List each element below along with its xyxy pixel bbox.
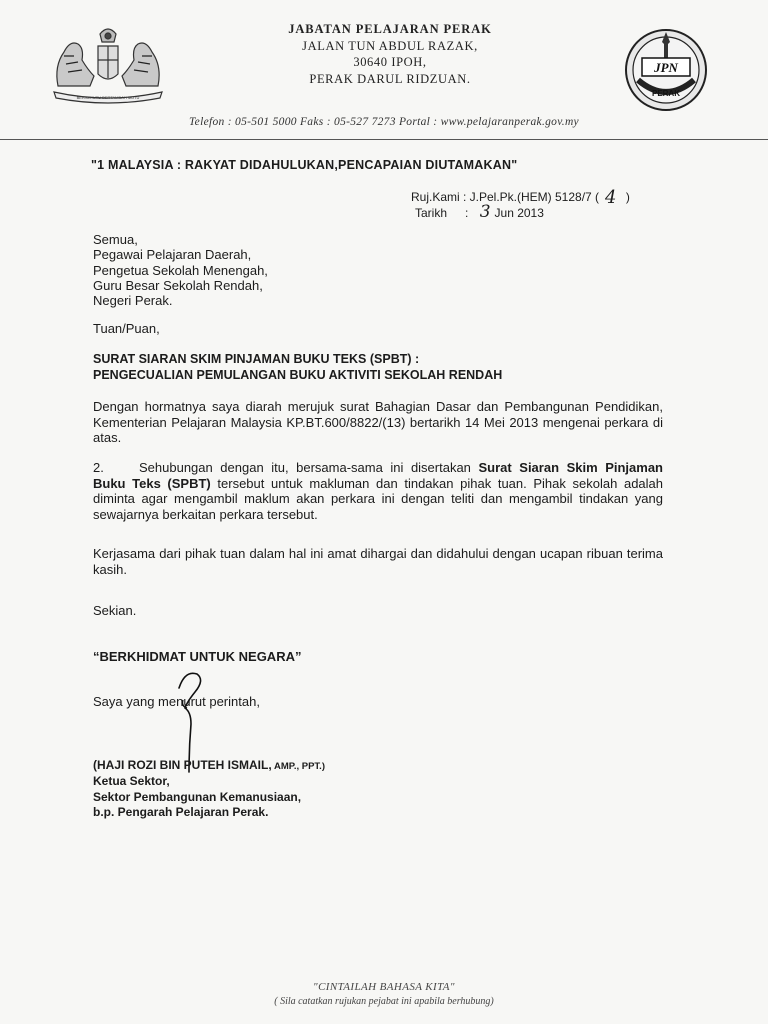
reference-line <box>411 187 630 208</box>
signatory-block <box>93 758 325 820</box>
salutation: Tuan/Puan, <box>93 321 160 336</box>
tarikh-day: 3 <box>479 202 491 222</box>
recipient-line: Negeri Perak. <box>93 293 173 309</box>
emblem-label: PERAK <box>651 89 681 98</box>
emblem-initials: JPN <box>654 60 678 75</box>
recipient-block <box>93 232 268 308</box>
letterhead-address-line: JALAN TUN ABDUL RAZAK, <box>302 38 478 53</box>
closing: Sekian. <box>93 603 137 618</box>
footer-slogan: "CINTAILAH BAHASA KITA" <box>313 981 455 993</box>
signatory-position: Ketua Sektor, <box>93 774 170 789</box>
jpn-perak-emblem-icon <box>620 24 712 114</box>
letterhead-address-line: 30640 IPOH, <box>353 55 427 69</box>
motto: “BERKHIDMAT UNTUK NEGARA” <box>93 649 302 664</box>
signatory-name-line <box>93 758 325 774</box>
order-line: Saya yang menurut perintah, <box>93 694 260 709</box>
recipient-line: Semua, <box>93 232 138 247</box>
recipient-line: Guru Besar Sekolah Rendah, <box>93 277 263 293</box>
signatory-name: (HAJI ROZI BIN PUTEH ISMAIL, <box>93 758 272 772</box>
ruj-value: : J.Pel.Pk.(HEM) 5128/7 ( <box>463 190 600 204</box>
signatory-titles: AMP., PPT.) <box>271 761 325 772</box>
ruj-close: ) <box>622 190 630 204</box>
footer-note: ( Sila catatkan rujukan pejabat ini apabila berhubung) <box>274 996 494 1007</box>
paragraph-2-text: Sehubungan dengan itu, bersama-sama ini disertakan <box>139 460 479 475</box>
tarikh-colon: : <box>465 206 469 220</box>
ruj-label: Ruj.Kami <box>411 190 460 204</box>
signatory-sector: Sektor Pembangunan Kemanusiaan, <box>93 789 302 804</box>
signatory-on-behalf: b.p. Pengarah Pelajaran Perak. <box>93 804 269 819</box>
coat-of-arms-motto: BERSEKUTU BERTAMBAH MUTU <box>76 95 140 100</box>
subject-block <box>93 352 502 383</box>
paragraph-2-bold: Surat Siaran Skim Pinjaman Buku Teks (SPBT) <box>93 460 663 491</box>
tarikh-label: Tarikh <box>415 206 448 220</box>
paragraph-1: Dengan hormatnya saya diarah merujuk surat Bahagian Dasar dan Pembangunan Pendidikan, Kementerian Pelajaran Malaysia KP.BT.600/8822/(13) bertarikh 14 Mei 2013 mengenai perkara di atas. <box>93 399 663 445</box>
paragraph-2 <box>93 460 663 522</box>
date-line <box>411 202 630 222</box>
paragraph-2-text-after: tersebut untuk makluman dan tindakan pihak tuan. Pihak sekolah adalah diminta agar mengambil maklum akan perkara ini dengan teliti dan mengambil tindakan yang sewajarnya berkaitan perkara tersebut. <box>93 475 664 522</box>
recipient-line: Pegawai Pelajaran Daerah, <box>93 247 252 263</box>
letterhead-contact: Telefon : 05-501 5000 Faks : 05-527 7273 Portal : www.pelajaranperak.gov.my <box>189 116 579 128</box>
slogan: "1 MALAYSIA : RAKYAT DIDAHULUKAN,PENCAPAIAN DIUTAMAKAN" <box>91 158 518 172</box>
subject-line: SURAT SIARAN SKIM PINJAMAN BUKU TEKS (SPBT) : <box>93 352 420 366</box>
paragraph-2-number: 2. <box>93 460 104 475</box>
reference-block <box>411 188 630 221</box>
subject-line: PENGECUALIAN PEMULANGAN BUKU AKTIVITI SEKOLAH RENDAH <box>93 367 503 382</box>
malaysia-coat-of-arms-icon <box>48 26 168 104</box>
ruj-handwritten: 4 <box>605 187 617 208</box>
paragraph-3: Kerjasama dari pihak tuan dalam hal ini amat dihargai dan didahului dengan ucapan ribuan terima kasih. <box>93 546 663 577</box>
recipient-line: Pengetua Sekolah Menengah, <box>93 262 268 278</box>
letterhead-address-line: PERAK DARUL RIDZUAN. <box>309 71 471 86</box>
header-divider <box>0 139 768 140</box>
tarikh-value: Jun 2013 <box>494 206 544 220</box>
letterhead-org-name: JABATAN PELAJARAN PERAK <box>288 22 492 36</box>
